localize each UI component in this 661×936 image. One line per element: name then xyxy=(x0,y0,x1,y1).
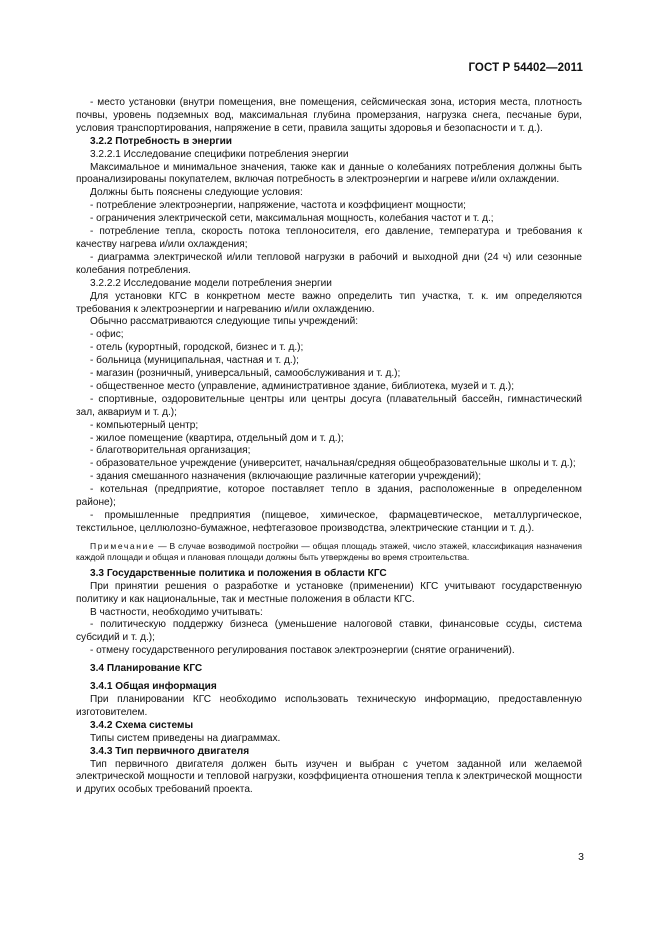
list-item: - жилое помещение (квартира, отдельный дом и т. д.); xyxy=(90,432,344,444)
paragraph: - место установки (внутри помещения, вне помещения, сейсмическая зона, история места, плотность почвы, уровень подземных вод, максимальная глубина промерзания, нагрузка снега, песчаные бури, условия транспортирования, напряжение в сети, правила защиты здоровья и безопасности и т. д.). xyxy=(76,97,582,134)
list-item: - компьютерный центр; xyxy=(90,419,199,431)
list-item: - политическую поддержку бизнеса (уменьшение налоговой ставки, финансовые ссуды, система субсидий и т. д.); xyxy=(76,619,582,644)
section-heading-3-2-2: 3.2.2 Потребность в энергии xyxy=(90,135,233,147)
list-item: - отмену государственного регулирования поставок электроэнергии (снятие ограничений). xyxy=(90,645,515,657)
list-item: - спортивные, оздоровительные центры или центры досуга (плавательный бассейн, гимнастический зал, аквариум и т. д.); xyxy=(76,393,582,418)
list-item: - отель (курортный, городской, бизнес и т. д.); xyxy=(90,342,304,354)
paragraph: Обычно рассматриваются следующие типы учреждений: xyxy=(90,316,359,328)
list-item: - больница (муниципальная, частная и т. д.); xyxy=(90,355,299,367)
list-item: - общественное место (управление, административное здание, библиотека, музей и т. д.); xyxy=(90,380,515,392)
list-item: - потребление электроэнергии, напряжение, частота и коэффициент мощности; xyxy=(90,200,466,212)
paragraph: В частности, необходимо учитывать: xyxy=(90,606,263,618)
page-number: 3 xyxy=(578,851,584,863)
list-item: - офис; xyxy=(90,329,124,341)
standard-header: ГОСТ Р 54402—2011 xyxy=(468,62,583,74)
section-heading-3-3: 3.3 Государственные политика и положения в области КГС xyxy=(90,567,387,579)
paragraph: Для установки КГС в конкретном месте важно определить тип участка, т. к. им определяются требования к электроэнергии и нагреванию и/или охлаждению. xyxy=(76,290,582,315)
list-item: - магазин (розничный, универсальный, самообслуживания и т. д.); xyxy=(90,368,401,380)
list-item: - котельная (предприятие, которое поставляет тепло в здания, расположенные в определенном районе); xyxy=(76,484,582,509)
paragraph: При планировании КГС необходимо использовать техническую информацию, предоставленную изготовителем. xyxy=(76,693,582,718)
paragraph: Типы систем приведены на диаграммах. xyxy=(90,732,281,744)
document-body xyxy=(76,97,582,797)
note xyxy=(76,541,582,563)
list-item: - ограничения электрической сети, максимальная мощность, колебания частот и т. д.; xyxy=(90,213,494,225)
paragraph: Должны быть пояснены следующие условия: xyxy=(90,187,303,199)
note-text: — В случае возводимой постройки — общая площадь этажей, число этажей, классификация назначения каждой площади и общая и плановая площади должны быть утверждены во время строительства. xyxy=(76,540,582,562)
note-label: Примечание xyxy=(90,540,156,551)
paragraph: При принятии решения о разработке и установке (применении) КГС учитывают государственную политику и как национальные, так и местные положения в области КГС. xyxy=(76,580,582,605)
list-item: - здания смешанного назначения (включающие различные категории учреждений); xyxy=(90,471,482,483)
list-item: - благотворительная организация; xyxy=(90,445,251,457)
subsection-3-2-2-1: 3.2.2.1 Исследование специфики потребления энергии xyxy=(90,148,349,160)
list-item: - промышленные предприятия (пищевое, химическое, фармацевтическое, металлургическое, текстильное, целлюлозно-бумажное, нефтегазовое производства, электрические станции и т. д.). xyxy=(76,510,582,534)
section-heading-3-4-1: 3.4.1 Общая информация xyxy=(90,681,217,693)
list-item: - образовательное учреждение (университет, начальная/средняя общеобразовательные школы и т. д.); xyxy=(90,458,576,470)
paragraph: Максимальное и минимальное значения, также как и данные о колебаниях потребления должны быть проанализированы покупателем, включая потребность в электроэнергии и нагреве и/или охлаждении. xyxy=(76,161,582,186)
paragraph: Тип первичного двигателя должен быть изучен и выбран с учетом заданной или желаемой электрической мощности и тепловой нагрузки, коэффициента отношения тепла к электрической мощности и других особых требований проекта. xyxy=(76,758,582,796)
section-heading-3-4-2: 3.4.2 Схема системы xyxy=(90,719,194,731)
subsection-3-2-2-2: 3.2.2.2 Исследование модели потребления энергии xyxy=(90,277,332,289)
section-heading-3-4-3: 3.4.3 Тип первичного двигателя xyxy=(90,745,250,757)
list-item: - диаграмма электрической и/или тепловой нагрузки в рабочий и выходной дни (24 ч) или сезонные колебания потребления. xyxy=(76,251,582,276)
list-item: - потребление тепла, скорость потока теплоносителя, его давление, температура и требования к качеству нагрева и/или охлаждения; xyxy=(76,226,582,250)
section-heading-3-4: 3.4 Планирование КГС xyxy=(90,663,203,675)
